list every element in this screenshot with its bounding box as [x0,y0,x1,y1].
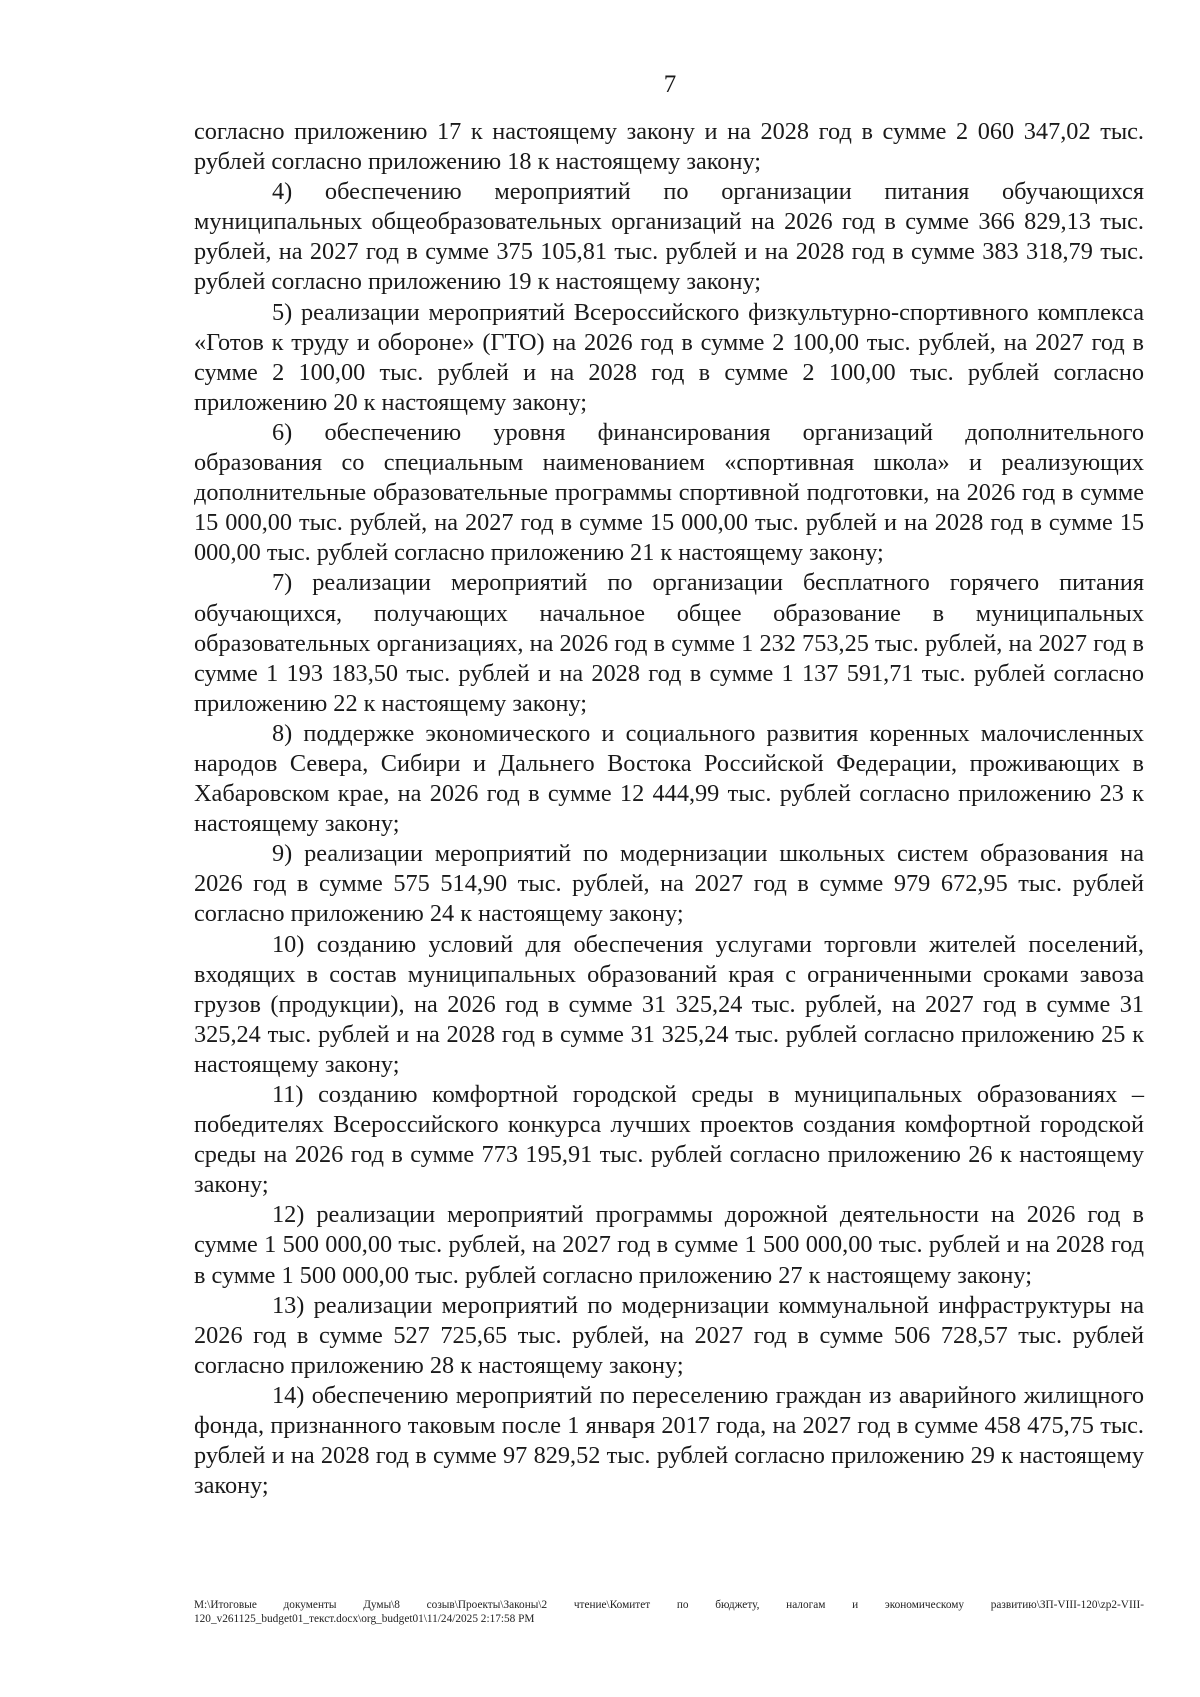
paragraph-item-14: 14) обеспечению мероприятий по переселению граждан из аварийного жилищного фонда, признанного таковым после 1 января 2017 года, на 2027 год в сумме 458 475,75 тыс. рублей и на 2028 год в сумме 97 829,52 тыс. рублей согласно приложению 29 к настоящему закону; [194,1381,1144,1500]
paragraph-item-4: 4) обеспечению мероприятий по организации питания обучающихся муниципальных общеобразовательных организаций на 2026 год в сумме 366 829,13 тыс. рублей, на 2027 год в сумме 375 105,81 тыс. рублей и на 2028 год в сумме 383 318,79 тыс. рублей согласно приложению 19 к настоящему закону; [194,178,1144,296]
paragraph-item-9: 9) реализации мероприятий по модернизации школьных систем образования на 2026 год в сумме 575 514,90 тыс. рублей, на 2027 год в сумме 979 672,95 тыс. рублей согласно приложению 24 к настоящему закону; [194,840,1144,928]
paragraph-continuation: согласно приложению 17 к настоящему закону и на 2028 год в сумме 2 060 347,02 тыс. рублей согласно приложению 18 к настоящему закону; [194,118,1144,176]
page-number: 7 [663,71,677,98]
paragraph-item-5: 5) реализации мероприятий Всероссийского физкультурно-спортивного комплекса «Готов к труду и обороне» (ГТО) на 2026 год в сумме 2 100,00 тыс. рублей, на 2027 год в сумме 2 100,00 тыс. рублей и на 2028 год в сумме 2 100,00 тыс. рублей согласно приложению 20 к настоящему закону; [194,298,1144,416]
paragraph-item-12: 12) реализации мероприятий программы дорожной деятельности на 2026 год в сумме 1 500 000,00 тыс. рублей, на 2027 год в сумме 1 500 000,00 тыс. рублей и на 2028 год в сумме 1 500 000,00 тыс. рублей согласно приложению 27 к настоящему закону; [194,1201,1144,1289]
paragraph-item-10: 10) созданию условий для обеспечения услугами торговли жителей поселений, входящих в состав муниципальных образований края с ограниченными сроками завоза грузов (продукции), на 2026 год в сумме 31 325,24 тыс. рублей, на 2027 год в сумме 31 325,24 тыс. рублей и на 2028 год в сумме 31 325,24 тыс. рублей согласно приложению 25 к настоящему закону; [194,930,1144,1078]
paragraph-item-7: 7) реализации мероприятий по организации бесплатного горячего питания обучающихся, получающих начальное общее образование в муниципальных образовательных организациях, на 2026 год в сумме 1 232 753,25 тыс. рублей, на 2027 год в сумме 1 193 183,50 тыс. рублей и на 2028 год в сумме 1 137 591,71 тыс. рублей согласно приложению 22 к настоящему закону; [194,569,1144,717]
paragraph-item-13: 13) реализации мероприятий по модернизации коммунальной инфраструктуры на 2026 год в сумме 527 725,65 тыс. рублей, на 2027 год в сумме 506 728,57 тыс. рублей согласно приложению 28 к настоящему закону; [194,1291,1144,1379]
document-body [194,117,1144,1501]
paragraph-item-6: 6) обеспечению уровня финансирования организаций дополнительного образования со специальным наименованием «спортивная школа» и реализующих дополнительные образовательные программы спортивной подготовки, на 2026 год в сумме 15 000,00 тыс. рублей, на 2027 год в сумме 15 000,00 тыс. рублей и на 2028 год в сумме 15 000,00 тыс. рублей согласно приложению 21 к настоящему закону; [194,418,1144,567]
paragraph-item-11: 11) созданию комфортной городской среды в муниципальных образованиях – победителях Всероссийского конкурса лучших проектов создания комфортной городской среды на 2026 год в сумме 773 195,91 тыс. рублей согласно приложению 26 к настоящему закону; [194,1081,1144,1199]
footer-file-path: M:\Итоговые документы Думы\8 созыв\Проекты\Законы\2 чтение\Комитет по бюджету, налогам и экономическому развитию\ЗП-VIII-120\zp2-VIII-120_v261125_budget01_текст.docx\org_budget01\11/24/2025 2:17:58 PM [194,1599,1144,1625]
paragraph-item-8: 8) поддержке экономического и социального развития коренных малочисленных народов Севера, Сибири и Дальнего Востока Российской Федерации, проживающих в Хабаровском крае, на 2026 год в сумме 12 444,99 тыс. рублей согласно приложению 23 к настоящему закону; [194,719,1144,838]
